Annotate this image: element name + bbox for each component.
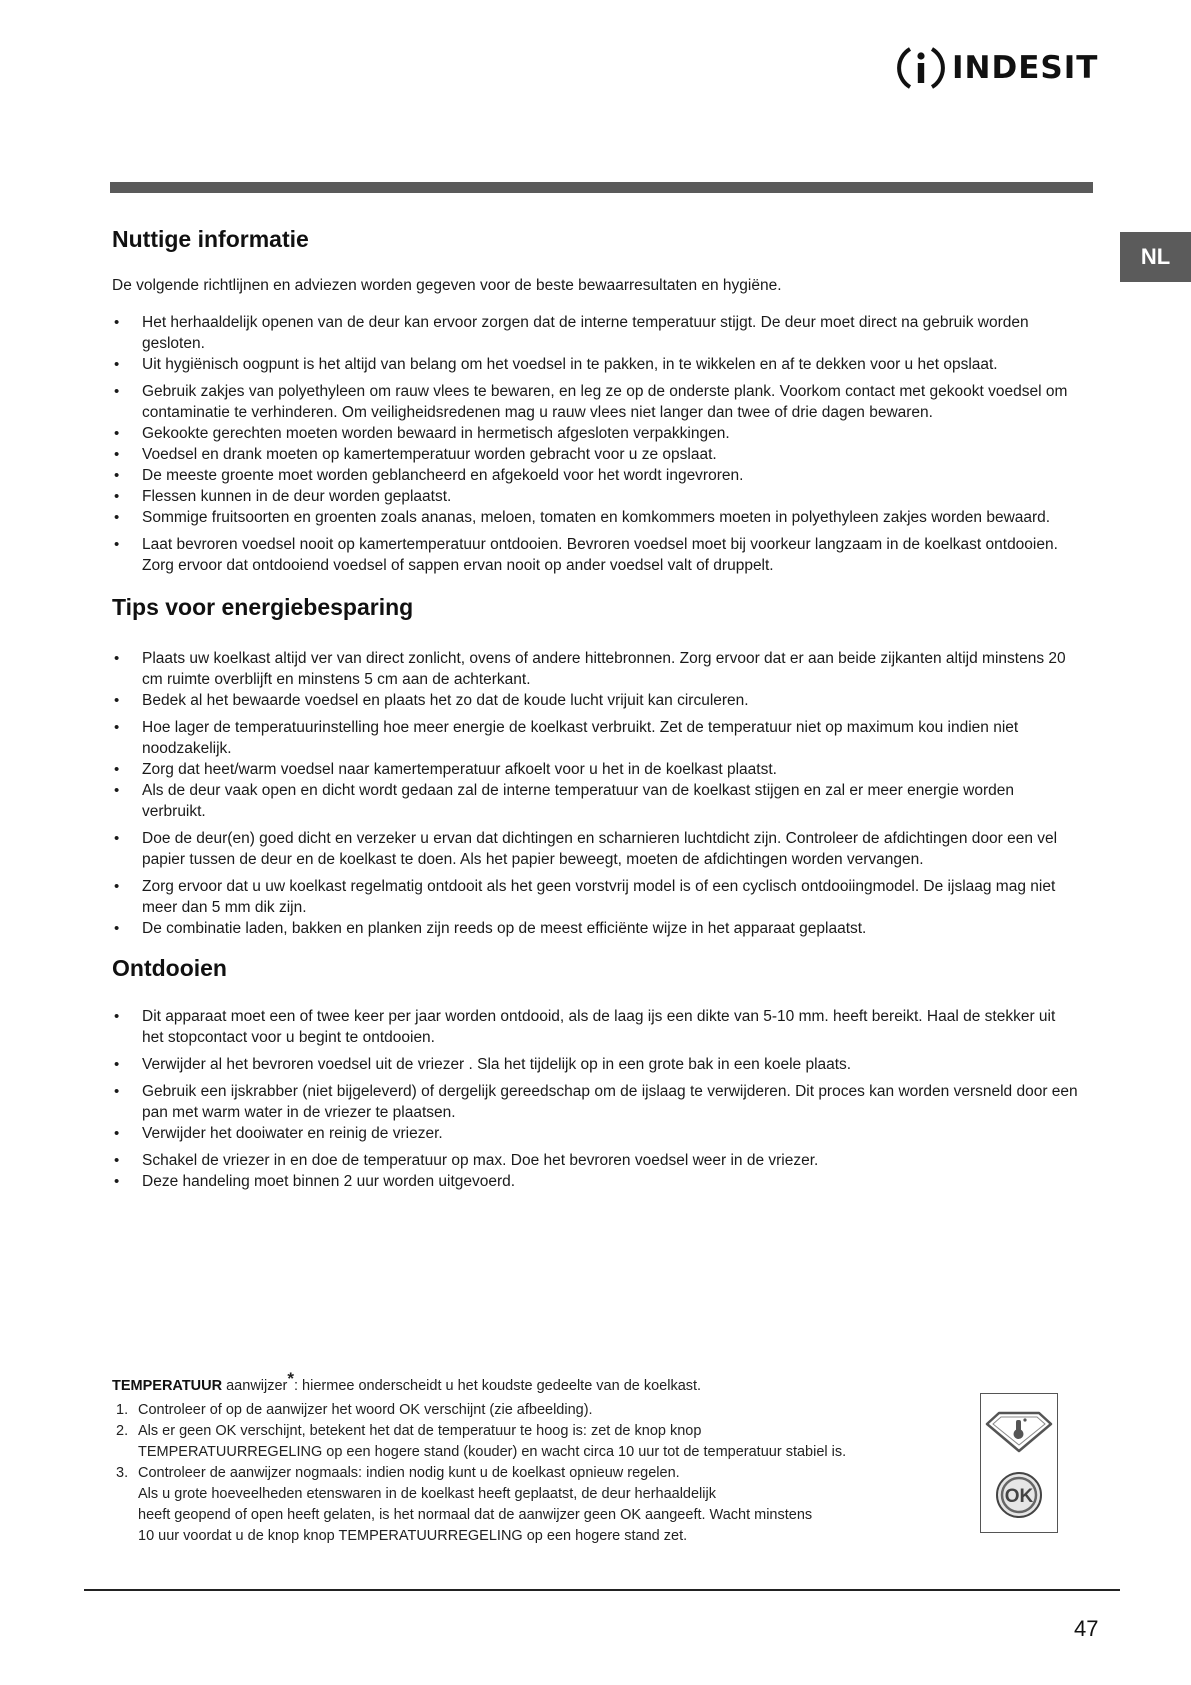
step-number: 3. [116, 1464, 129, 1481]
step-number: 2. [116, 1422, 129, 1439]
step-item [112, 1421, 972, 1463]
step-item [112, 1463, 972, 1547]
list-item: • Bedek al het bewaarde voedsel en plaats het zo dat de koude lucht vrijuit kan circuleren. [112, 690, 1078, 711]
list-item: • Gebruik een ijskrabber (niet bijgeleverd) of dergelijk gereedschap om de ijslaag te verwijderen. Dit proces kan worden versneld door een pan met warm water in de vriezer te plaatsen. [112, 1081, 1078, 1123]
section-heading: Ontdooien [112, 955, 227, 981]
list-item: • Voedsel en drank moeten op kamertemperatuur worden gebracht voor u ze opslaat. [112, 444, 1078, 465]
asterisk: * [287, 1369, 294, 1388]
step-line: Controleer of op de aanwijzer het woord OK verschijnt (zie afbeelding). [138, 1401, 593, 1418]
list-item: • Laat bevroren voedsel nooit op kamertemperatuur ontdooien. Bevroren voedsel moet bij voorkeur langzaam in de koelkast ontdooien. Zorg ervoor dat ontdooiend voedsel of sappen ervan nooit op ander voedsel valt of druppelt. [112, 534, 1078, 576]
temperature-indicator-figure [980, 1393, 1058, 1533]
temperature-indicator-section [112, 1368, 972, 1547]
step-line: Als er geen OK verschijnt, betekent het dat de temperatuur te hoog is: zet de knop knop [138, 1422, 702, 1439]
section-heading: Tips voor energiebesparing [112, 594, 414, 620]
brand-name: INDESIT [952, 50, 1099, 86]
bullet-list [112, 312, 1078, 576]
temperature-subtitle: : hiermee onderscheidt u het koudste gedeelte van de koelkast. [294, 1377, 702, 1394]
temperature-steps [112, 1400, 972, 1547]
list-item: • Zorg dat heet/warm voedsel naar kamertemperatuur afkoelt voor u het in de koelkast plaatst. [112, 759, 1078, 780]
list-item: • Flessen kunnen in de deur worden geplaatst. [112, 486, 1078, 507]
list-item: • De meeste groente moet worden geblancheerd en afgekoeld voor het wordt ingevroren. [112, 465, 1078, 486]
list-item: • Hoe lager de temperatuurinstelling hoe meer energie de koelkast verbruikt. Zet de temperatuur niet op maximum kou indien niet noodzakelijk. [112, 717, 1078, 759]
list-item: • Het herhaaldelijk openen van de deur kan ervoor zorgen dat de interne temperatuur stijgt. De deur moet direct na gebruik worden gesloten. [112, 312, 1078, 354]
intro-paragraph: De volgende richtlijnen en adviezen worden gegeven voor de beste bewaarresultaten en hygiëne. [112, 277, 782, 294]
list-item: • Verwijder al het bevroren voedsel uit de vriezer . Sla het tijdelijk op in een grote bak in een koele plaats. [112, 1054, 1078, 1075]
step-item [112, 1400, 972, 1421]
list-item: • Dit apparaat moet een of twee keer per jaar worden ontdooid, als de laag ijs een dikte van 5-10 mm. heeft bereikt. Haal de stekker uit het stopcontact voor u begint te ontdooien. [112, 1006, 1078, 1048]
list-item: • Plaats uw koelkast altijd ver van direct zonlicht, ovens of andere hittebronnen. Zorg ervoor dat er aan beide zijkanten altijd minstens 20 cm ruimte overblijft en minstens 5 cm aan de achterkant. [112, 648, 1078, 690]
list-item: • Sommige fruitsoorten en groenten zoals ananas, meloen, tomaten en komkommers moeten in polyethyleen zakjes worden bewaard. [112, 507, 1078, 528]
list-item: • Zorg ervoor dat u uw koelkast regelmatig ontdooit als het geen vorstvrij model is of een cyclisch ontdooiingmodel. De ijslaag mag niet meer dan 5 mm dik zijn. [112, 876, 1078, 918]
step-line: heeft geopend of open heeft gelaten, is het normaal dat de aanwijzer geen OK aangeeft. Wacht minstens [138, 1506, 813, 1523]
list-item: • Gebruik zakjes van polyethyleen om rauw vlees te bewaren, en leg ze op de onderste plank. Voorkom contact met gekookt voedsel om contaminatie te verhinderen. Om veiligheidsredenen mag u rauw vlees niet langer dan twee of drie dagen bewaren. [112, 381, 1078, 423]
list-item: • Uit hygiënisch oogpunt is het altijd van belang om het voedsel in te pakken, in te wikkelen en af te dekken voor u het opslaat. [112, 354, 1078, 375]
step-line: 10 uur voordat u de knop knop TEMPERATUURREGELING op een hogere stand zet. [138, 1527, 688, 1544]
ok-indicator-icon [997, 1473, 1041, 1517]
section-heading: Nuttige informatie [112, 226, 309, 252]
step-line: Controleer de aanwijzer nogmaals: indien nodig kunt u de koelkast opnieuw regelen. [138, 1464, 680, 1481]
indesit-logo [896, 40, 1098, 96]
temperature-title-rest: aanwijzer [222, 1377, 288, 1394]
language-tab: NL [1120, 232, 1191, 282]
section-nuttige-informatie [112, 226, 1078, 576]
bullet-list [112, 1006, 1078, 1192]
list-item: • Als de deur vaak open en dicht wordt gedaan zal de interne temperatuur van de koelkast stijgen en zal er meer energie worden verbruikt. [112, 780, 1078, 822]
step-number: 1. [116, 1401, 129, 1418]
main-content [112, 226, 1078, 1192]
indesit-logo-icon [896, 43, 946, 93]
list-item: • Deze handeling moet binnen 2 uur worden uitgevoerd. [112, 1171, 1078, 1192]
section-ontdooien [112, 955, 1078, 1192]
list-item: • Schakel de vriezer in en doe de temperatuur op max. Doe het bevroren voedsel weer in de vriezer. [112, 1150, 1078, 1171]
header-rule [110, 182, 1093, 193]
list-item: • Doe de deur(en) goed dicht en verzeker u ervan dat dichtingen en scharnieren luchtdicht zijn. Controleer de afdichtingen door een vel papier tussen de deur en de koelkast te doen. Als het papier beweegt, moeten de afdichtingen worden vervangen. [112, 828, 1078, 870]
temperature-title: TEMPERATUUR [112, 1377, 223, 1394]
ok-label: OK [1004, 1486, 1034, 1507]
step-line: Als u grote hoeveelheden etenswaren in de koelkast heeft geplaatst, de deur herhaaldelijk [138, 1485, 716, 1502]
list-item: • Verwijder het dooiwater en reinig de vriezer. [112, 1123, 1078, 1144]
thermometer-indicator-icon [987, 1413, 1051, 1451]
page-number: 47 [1074, 1616, 1099, 1641]
list-item: • De combinatie laden, bakken en planken zijn reeds op de meest efficiënte wijze in het apparaat geplaatst. [112, 918, 1078, 939]
temperature-title-line [112, 1368, 972, 1397]
list-item: • Gekookte gerechten moeten worden bewaard in hermetisch afgesloten verpakkingen. [112, 423, 1078, 444]
footer-rule [84, 1589, 1120, 1591]
step-line: TEMPERATUURREGELING op een hogere stand (kouder) en wacht circa 10 uur tot de temperatuur stabiel is. [138, 1443, 847, 1460]
bullet-list [112, 648, 1078, 939]
section-tips-energiebesparing [112, 594, 1078, 939]
